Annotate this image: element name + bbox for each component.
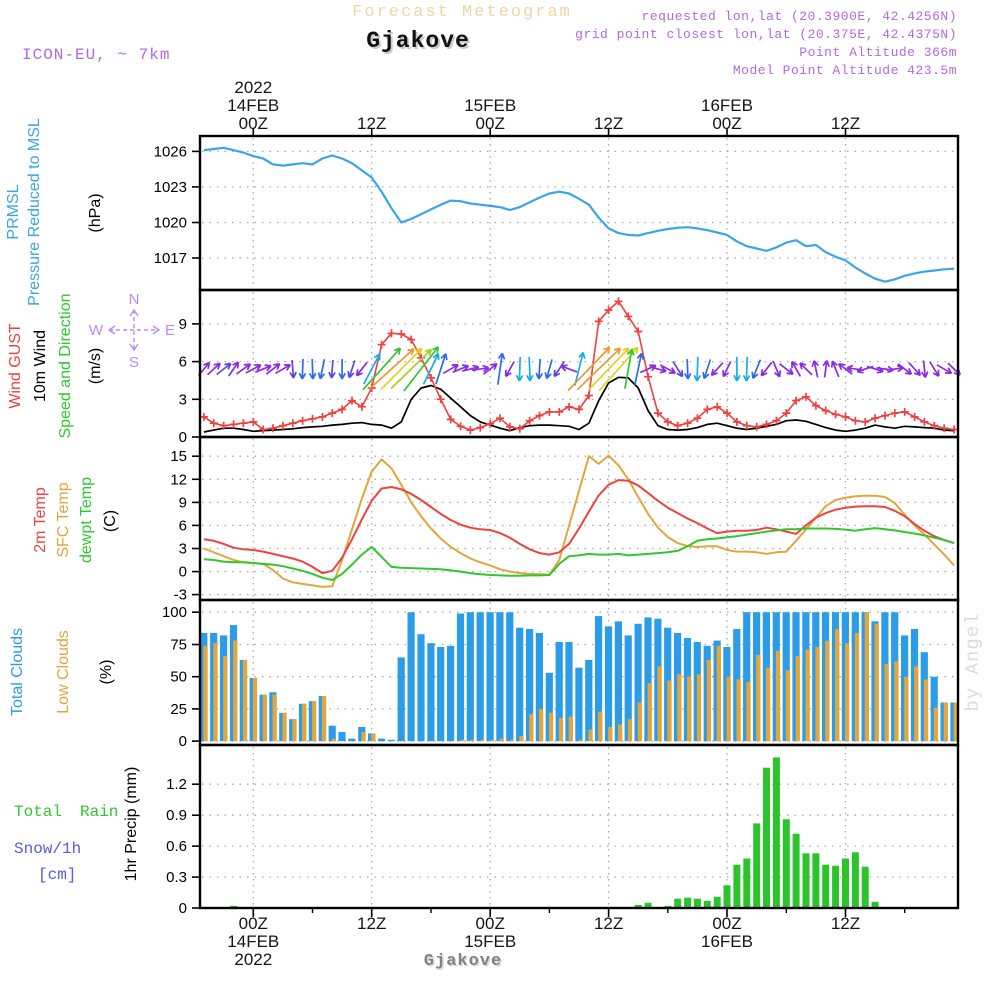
- model-label: ICON-EU, ~ 7km: [22, 46, 171, 64]
- wind-gridlines: [202, 292, 956, 435]
- precip-bars: [220, 757, 878, 908]
- svg-text:12Z: 12Z: [593, 914, 624, 933]
- svg-text:15FEB: 15FEB: [464, 96, 517, 115]
- clouds-unit: (%): [98, 659, 115, 685]
- model-point-altitude: Model Point Altitude 423.5m: [732, 63, 957, 78]
- svg-text:00Z: 00Z: [475, 114, 505, 133]
- watermark: by Angel: [962, 612, 984, 712]
- svg-text:2022: 2022: [234, 950, 273, 969]
- wind-speeddir-label: Speed and Direction: [57, 293, 74, 439]
- y-axis-ticks: [154, 143, 200, 917]
- svg-text:00Z: 00Z: [712, 114, 742, 133]
- svg-text:00Z: 00Z: [712, 914, 742, 933]
- svg-text:0: 0: [178, 900, 187, 917]
- svg-text:0.6: 0.6: [166, 838, 187, 856]
- compass-n: N: [128, 291, 140, 308]
- svg-text:12Z: 12Z: [593, 114, 624, 133]
- station-title: Gjakove: [366, 28, 470, 54]
- svg-text:16FEB: 16FEB: [701, 932, 753, 951]
- wind-10m-label: 10m Wind: [32, 329, 49, 403]
- pressure-gridlines: [202, 138, 956, 288]
- svg-text:15FEB: 15FEB: [464, 932, 517, 951]
- svg-text:1.2: 1.2: [166, 776, 187, 794]
- sfc-temp-series: [204, 456, 954, 587]
- svg-text:-3: -3: [173, 586, 187, 604]
- wind-unit: (m/s): [87, 347, 104, 385]
- point-altitude: Point Altitude 366m: [799, 45, 957, 60]
- svg-text:12Z: 12Z: [830, 914, 861, 933]
- svg-text:0: 0: [178, 563, 187, 581]
- svg-text:12Z: 12Z: [357, 114, 387, 133]
- prmsl-series: [204, 148, 954, 282]
- compass-w: W: [88, 322, 103, 339]
- svg-text:3: 3: [178, 391, 187, 409]
- time-axis: [227, 78, 904, 969]
- precip-rain-label: Rain: [80, 803, 119, 821]
- svg-text:25: 25: [170, 700, 187, 718]
- svg-text:6: 6: [178, 353, 187, 371]
- svg-text:0.3: 0.3: [166, 869, 187, 887]
- pressure-unit: (hPa): [87, 193, 104, 233]
- app-title: Forecast Meteogram: [352, 3, 572, 22]
- svg-text:9: 9: [178, 494, 187, 512]
- temp-sfc-label: SFC Temp: [55, 482, 72, 558]
- precip-total-label: Total: [14, 803, 63, 821]
- svg-text:50: 50: [170, 668, 187, 686]
- svg-text:0.9: 0.9: [166, 807, 187, 825]
- wind-direction-arrows: [199, 347, 961, 391]
- svg-text:0: 0: [178, 429, 187, 446]
- temp-2m-label: 2m Temp: [32, 487, 49, 553]
- panel-frames: [200, 136, 958, 908]
- svg-text:12: 12: [170, 471, 187, 489]
- svg-text:0: 0: [178, 733, 187, 751]
- svg-text:2022: 2022: [234, 78, 273, 97]
- svg-text:1017: 1017: [153, 250, 187, 267]
- wind-gust-label: Wind GUST: [7, 323, 24, 409]
- precip-cm-label: [cm]: [38, 866, 77, 884]
- footer-station: Gjakove: [423, 952, 503, 971]
- svg-text:15: 15: [170, 448, 187, 466]
- svg-text:00Z: 00Z: [238, 914, 268, 933]
- svg-text:6: 6: [178, 517, 187, 535]
- svg-text:00Z: 00Z: [238, 114, 268, 133]
- compass-s: S: [128, 354, 140, 371]
- temp-unit: (C): [102, 509, 119, 533]
- pressure-label-long: Pressure Reduced to MSL: [26, 118, 43, 306]
- pressure-label-prmsl: PRMSL: [5, 184, 22, 240]
- svg-text:9: 9: [178, 315, 187, 333]
- svg-text:12Z: 12Z: [357, 914, 387, 933]
- svg-text:00Z: 00Z: [475, 914, 505, 933]
- total-clouds-label: Total Clouds: [9, 627, 26, 717]
- svg-text:3: 3: [178, 540, 187, 558]
- svg-text:1020: 1020: [153, 214, 187, 232]
- grid-point-coords: grid point closest lon,lat (20.375E, 42.4375N): [575, 27, 957, 42]
- low-clouds-label: Low Clouds: [55, 630, 72, 714]
- svg-text:16FEB: 16FEB: [701, 96, 753, 115]
- svg-text:75: 75: [170, 636, 187, 654]
- compass-e: E: [165, 322, 176, 339]
- svg-text:14FEB: 14FEB: [227, 932, 280, 951]
- svg-text:100: 100: [161, 604, 187, 622]
- temp-dewpt-label: dewpt Temp: [78, 477, 95, 563]
- svg-text:1023: 1023: [153, 178, 187, 196]
- svg-text:1026: 1026: [153, 143, 187, 161]
- precip-snow-label: Snow/1h: [14, 840, 82, 858]
- precip-unit: 1hr Precip (mm): [123, 766, 140, 882]
- svg-text:12Z: 12Z: [830, 114, 861, 133]
- svg-text:14FEB: 14FEB: [227, 96, 280, 115]
- dewpt-series: [204, 528, 954, 580]
- wind10-series: [204, 377, 954, 432]
- requested-coords: requested lon,lat (20.3900E, 42.4256N): [641, 9, 957, 24]
